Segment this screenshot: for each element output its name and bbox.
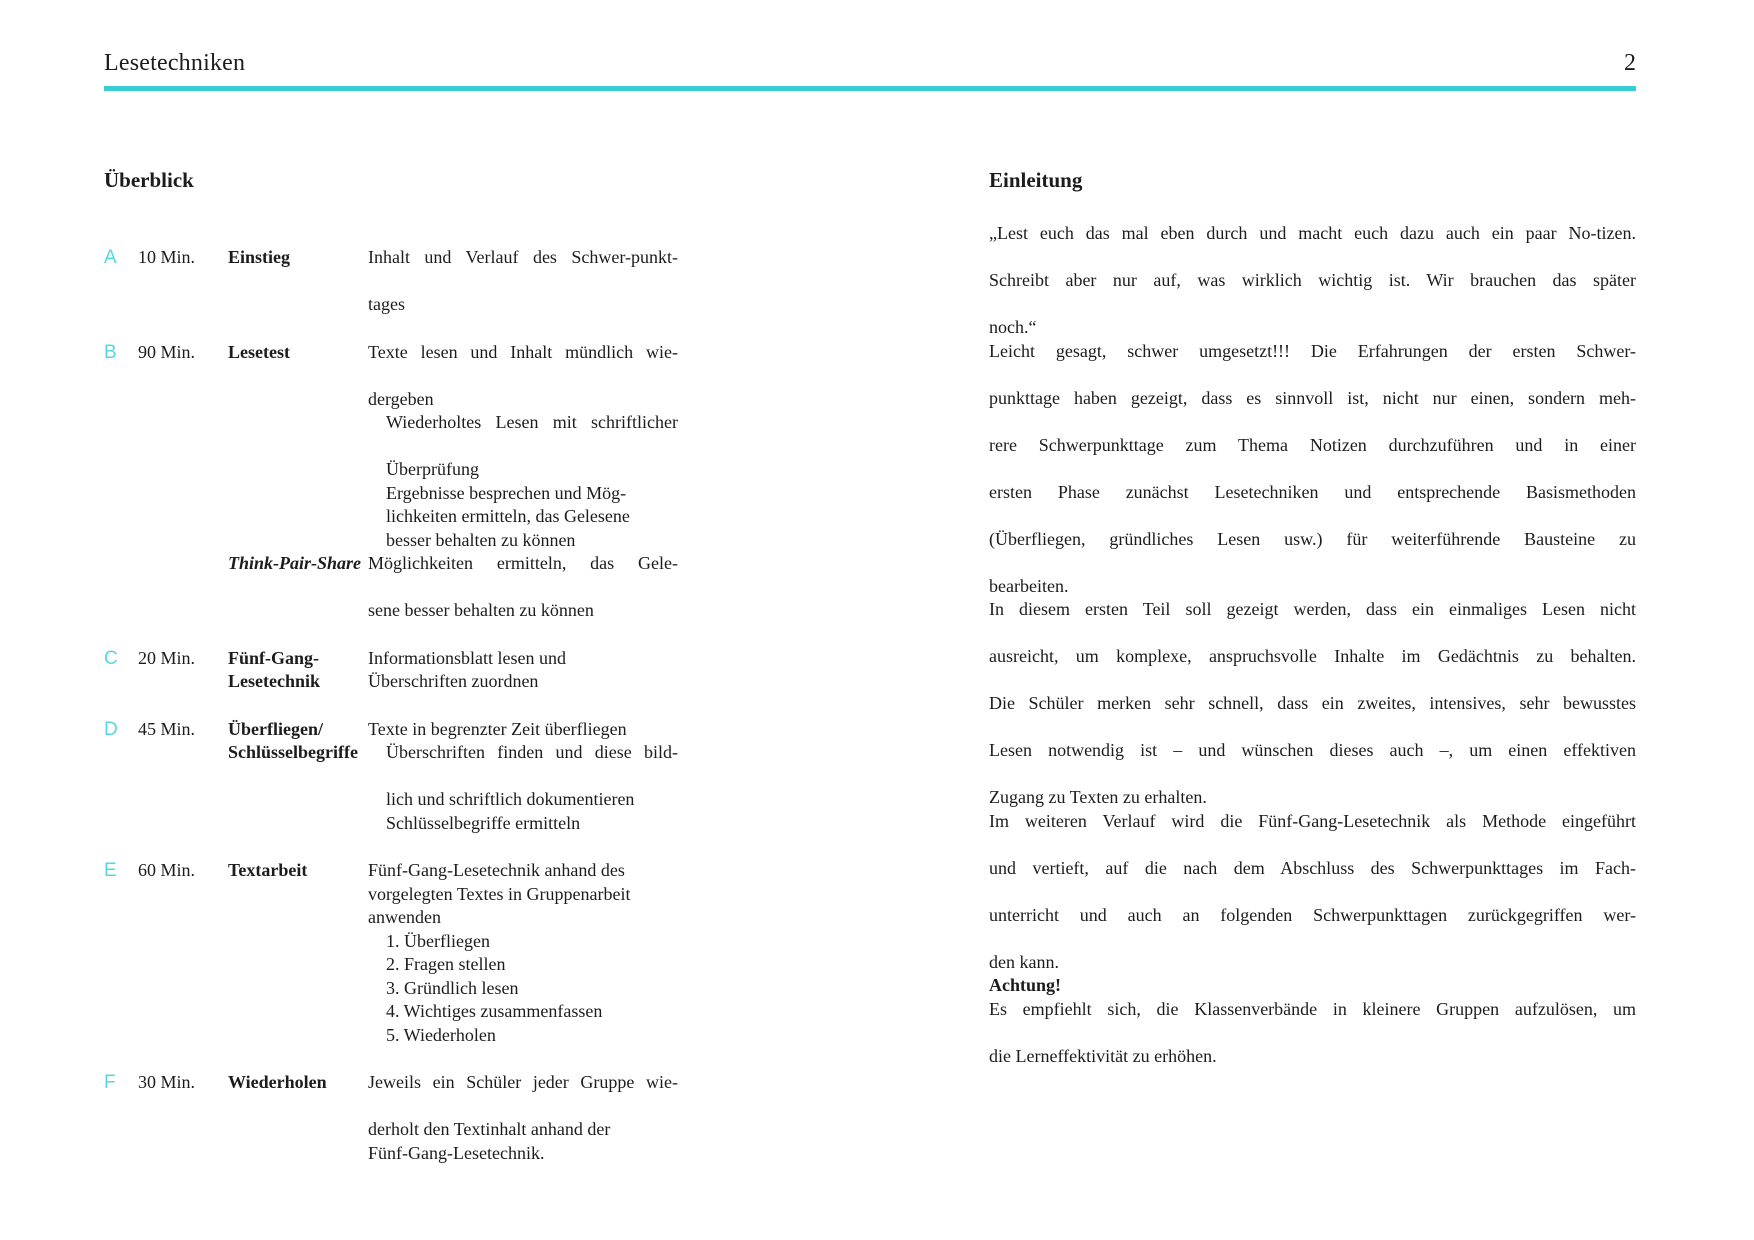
row-term: [228, 552, 368, 576]
introduction-line: In diesem ersten Teil soll gezeigt werden, dass ein einmaliges Lesen nicht: [989, 599, 1636, 619]
description-line: lichkeiten ermitteln, das Gelesene: [386, 506, 630, 526]
introduction-section: [989, 168, 1636, 1068]
page-number: 2: [1624, 50, 1636, 76]
introduction-line: ersten Phase zunächst Lesetechniken und entsprechende Basismethoden: [989, 481, 1636, 502]
description-line: 1. Überfliegen: [386, 930, 490, 951]
description-line: Überprüfung: [386, 459, 479, 479]
description-line: Wiederholtes Lesen mit schriftlicher: [386, 412, 678, 432]
description-line: Schlüsselbegriffe ermitteln: [386, 812, 581, 833]
term-line: Think-Pair-Share: [228, 553, 362, 573]
description-line: 3. Gründlich lesen: [386, 977, 519, 998]
row-term: [228, 859, 368, 883]
row-term: [228, 647, 368, 694]
description-line: 4. Wichtiges zusammenfassen: [386, 1001, 603, 1021]
introduction-line: „Lest euch das mal eben durch und macht euch dazu auch ein paar No-tizen.: [989, 223, 1636, 243]
schedule-block: [104, 647, 678, 694]
introduction-line: und vertieft, auf die nach dem Abschluss des Schwerpunkttages im Fach-: [989, 857, 1636, 878]
introduction-line: (Überfliegen, gründliches Lesen usw.) für weiterführende Bausteine zu: [989, 528, 1636, 549]
term-line: Lesetest: [228, 341, 290, 362]
row-duration: 90 Min.: [138, 341, 196, 362]
schedule-row: [104, 859, 678, 1047]
row-description: [368, 859, 678, 1047]
description-line: derholt den Textinhalt anhand der: [368, 1119, 611, 1139]
schedule-row: [104, 718, 678, 836]
introduction-text: [989, 222, 1636, 1068]
description-line: 2. Fragen stellen: [386, 954, 506, 974]
description-line: Überschriften finden und diese bild-: [386, 742, 678, 762]
description-line: Texte lesen und Inhalt mündlich wie-: [368, 341, 678, 362]
row-duration: 30 Min.: [138, 1072, 196, 1092]
description-line: Fünf-Gang-Lesetechnik.: [368, 1142, 545, 1163]
introduction-line: Lesen notwendig ist – und wünschen dieses auch –, um einen effektiven: [989, 740, 1636, 760]
term-line: Wiederholen: [228, 1072, 327, 1092]
overview-section: [104, 168, 678, 1165]
schedule-block: [104, 341, 678, 553]
row-term: [228, 341, 368, 365]
introduction-line: Es empfiehlt sich, die Klassenverbände in kleinere Gruppen aufzulösen, um: [989, 998, 1636, 1019]
schedule-block: [104, 718, 678, 836]
description-line: vorgelegten Textes in Gruppenarbeit: [368, 883, 631, 904]
term-line: Einstieg: [228, 247, 291, 267]
description-line: anwenden: [368, 907, 441, 927]
divider-rule: [104, 86, 1636, 91]
row-letter: E: [104, 860, 117, 881]
introduction-line: noch.“: [989, 317, 1037, 337]
row-letter: B: [104, 341, 117, 363]
row-duration: 10 Min.: [138, 247, 196, 267]
introduction-heading: Einleitung: [989, 168, 1083, 192]
schedule-row: [104, 647, 678, 694]
term-line: Lesetechnik: [228, 671, 320, 691]
description-line: Überschriften zuordnen: [368, 671, 539, 691]
description-line: lich und schriftlich dokumentieren: [386, 789, 635, 809]
term-line: Textarbeit: [228, 860, 308, 880]
introduction-line: Im weiteren Verlauf wird die Fünf-Gang-Lesetechnik als Methode eingeführt: [989, 810, 1636, 831]
schedule-row: [104, 246, 678, 317]
schedule-row: [104, 1071, 678, 1165]
description-line: Fünf-Gang-Lesetechnik anhand des: [368, 860, 625, 880]
introduction-line: Die Schüler merken sehr schnell, dass ein zweites, intensives, sehr bewusstes: [989, 693, 1636, 713]
introduction-line: Leicht gesagt, schwer umgesetzt!!! Die Erfahrungen der ersten Schwer-: [989, 340, 1636, 361]
term-line: Überfliegen/: [228, 718, 323, 739]
schedule-block: [104, 552, 678, 623]
introduction-line: die Lerneffektivität zu erhöhen.: [989, 1045, 1217, 1066]
row-term: [228, 246, 368, 270]
row-letter: C: [104, 647, 118, 669]
introduction-line: Schreibt aber nur auf, was wirklich wichtig ist. Wir brauchen das später: [989, 270, 1636, 290]
description-line: Ergebnisse besprechen und Mög-: [386, 482, 627, 503]
row-description: [368, 1071, 678, 1165]
description-line: Möglichkeiten ermitteln, das Gele-: [368, 553, 678, 573]
schedule-block: [104, 246, 678, 317]
row-description: [368, 647, 678, 694]
description-line: tages: [368, 294, 405, 314]
description-line: Texte in begrenzter Zeit überfliegen: [368, 718, 627, 739]
description-line: 5. Wiederholen: [386, 1024, 496, 1045]
schedule-row: [104, 341, 678, 623]
introduction-line: unterricht und auch an folgenden Schwerpunkttagen zurückgegriffen wer-: [989, 904, 1636, 925]
row-description: [368, 552, 678, 623]
description-line: besser behalten zu können: [386, 529, 576, 550]
schedule-block: [104, 859, 678, 1047]
introduction-line: punkttage haben gezeigt, dass es sinnvoll ist, nicht nur einen, sondern meh-: [989, 387, 1636, 408]
introduction-line: Achtung!: [989, 975, 1062, 995]
introduction-line: Zugang zu Texten zu erhalten.: [989, 787, 1207, 807]
row-term: [228, 1071, 368, 1095]
row-description: [368, 718, 678, 836]
description-line: Informationsblatt lesen und: [368, 647, 566, 668]
row-letter: A: [104, 247, 117, 268]
overview-heading: Überblick: [104, 168, 194, 192]
introduction-line: den kann.: [989, 951, 1059, 972]
row-term: [228, 718, 368, 765]
overview-table: [104, 246, 678, 1165]
introduction-line: rere Schwerpunkttage zum Thema Notizen durchzuführen und in einer: [989, 434, 1636, 455]
schedule-block: [104, 1071, 678, 1165]
row-duration: 45 Min.: [138, 718, 196, 739]
row-letter: D: [104, 718, 118, 740]
description-line: sene besser behalten zu können: [368, 600, 594, 620]
row-description: [368, 246, 678, 317]
row-description: [368, 341, 678, 553]
term-line: Schlüsselbegriffe: [228, 742, 358, 762]
introduction-line: ausreicht, um komplexe, anspruchsvolle Inhalte im Gedächtnis zu behalten.: [989, 646, 1636, 666]
row-letter: F: [104, 1072, 116, 1093]
row-duration: 20 Min.: [138, 647, 196, 668]
introduction-line: bearbeiten.: [989, 575, 1069, 596]
description-line: Jeweils ein Schüler jeder Gruppe wie-: [368, 1072, 678, 1092]
description-line: Inhalt und Verlauf des Schwer-punkt-: [368, 247, 678, 267]
description-line: dergeben: [368, 388, 434, 409]
row-duration: 60 Min.: [138, 860, 196, 880]
term-line: Fünf-Gang-: [228, 647, 320, 668]
page-title: Lesetechniken: [104, 50, 246, 76]
